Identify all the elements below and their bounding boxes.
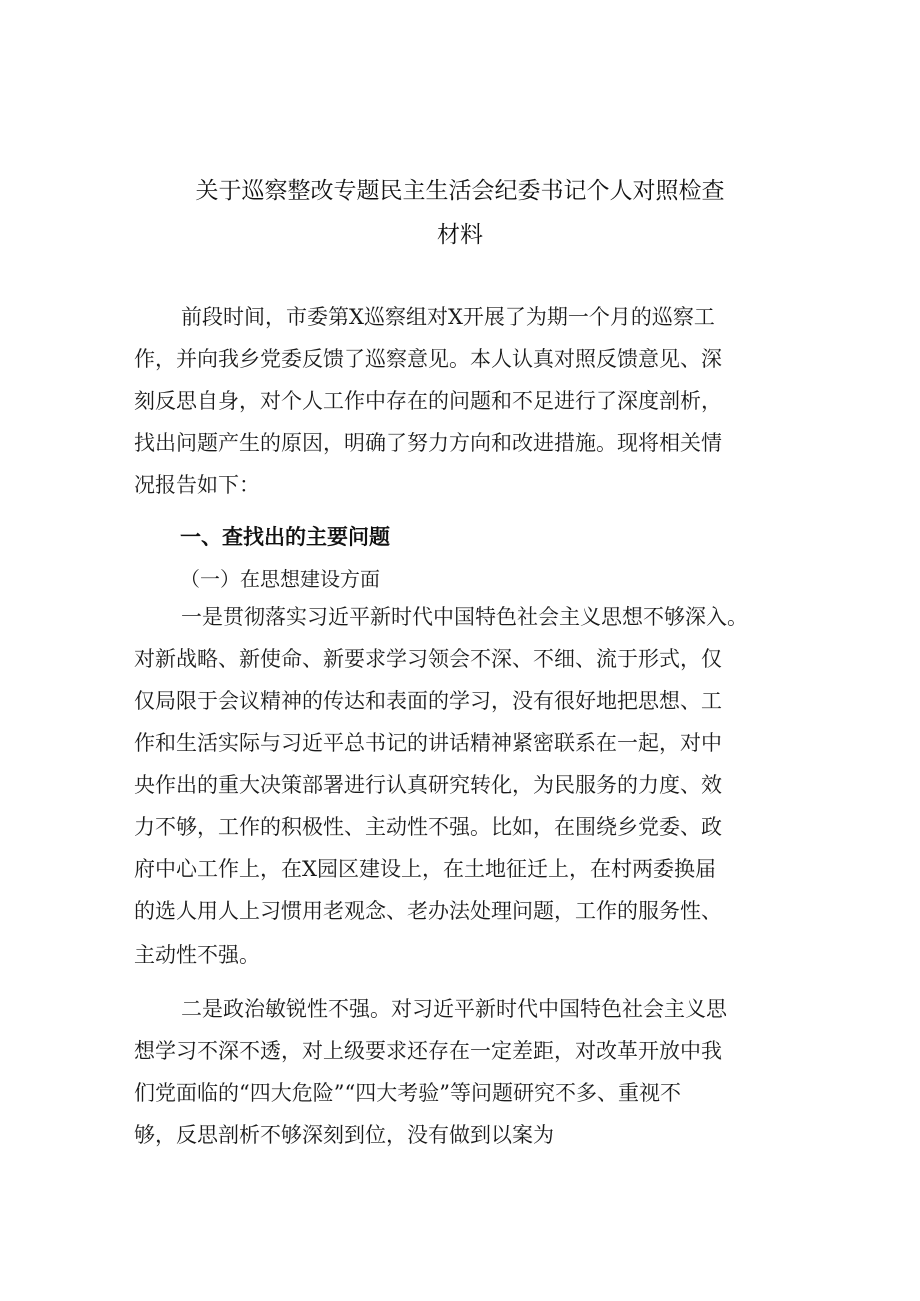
document-title-line2: 材料: [437, 222, 483, 248]
paragraph1-line: 一是贯彻落实习近平新时代中国特色社会主义思想不够深入。: [181, 605, 748, 629]
section-heading: 一、查找出的主要问题: [180, 525, 390, 549]
paragraph2-line: 想学习不深不透，对上级要求还存在一定差距，对改革开放中我: [134, 1039, 722, 1063]
paragraph1-line: 仅局限于会议精神的传达和表面的学习，没有很好地把思想、工: [134, 689, 722, 713]
paragraph1-line: 的选人用人上习惯用老观念、老办法处理问题，工作的服务性、: [134, 899, 722, 923]
intro-line: 况报告如下：: [134, 473, 260, 497]
paragraph1-line: 主动性不强。: [134, 943, 260, 967]
paragraph1-line: 府中心工作上，在X园区建设上，在土地征迁上，在村两委换届: [134, 857, 716, 881]
paragraph2-line: 二是政治敏锐性不强。对习近平新时代中国特色社会主义思: [181, 997, 727, 1021]
paragraph1-line: 力不够，工作的积极性、主动性不强。比如，在围绕乡党委、政: [134, 815, 722, 839]
document-title-line1: 关于巡察整改专题民主生活会纪委书记个人对照检查: [195, 178, 725, 204]
paragraph2-line: 够，反思剖析不够深刻到位，没有做到以案为: [134, 1123, 554, 1147]
paragraph2-line: 们党面临的“四大危险”“四大考验”等问题研究不多、重视不: [134, 1081, 681, 1105]
intro-line: 刻反思自身，对个人工作中存在的问题和不足进行了深度剖析，: [134, 389, 722, 413]
intro-line: 找出问题产生的原因，明确了努力方向和改进措施。现将相关情: [134, 431, 722, 455]
subsection-heading: （一）在思想建设方面: [180, 567, 380, 591]
paragraph1-line: 央作出的重大决策部署进行认真研究转化，为民服务的力度、效: [134, 773, 722, 797]
intro-line: 前段时间，市委第X巡察组对X开展了为期一个月的巡察工: [181, 305, 715, 329]
intro-line: 作，并向我乡党委反馈了巡察意见。本人认真对照反馈意见、深: [134, 347, 722, 371]
paragraph1-line: 对新战略、新使命、新要求学习领会不深、不细、流于形式，仅: [134, 647, 722, 671]
paragraph1-line: 作和生活实际与习近平总书记的讲话精神紧密联系在一起，对中: [134, 731, 722, 755]
